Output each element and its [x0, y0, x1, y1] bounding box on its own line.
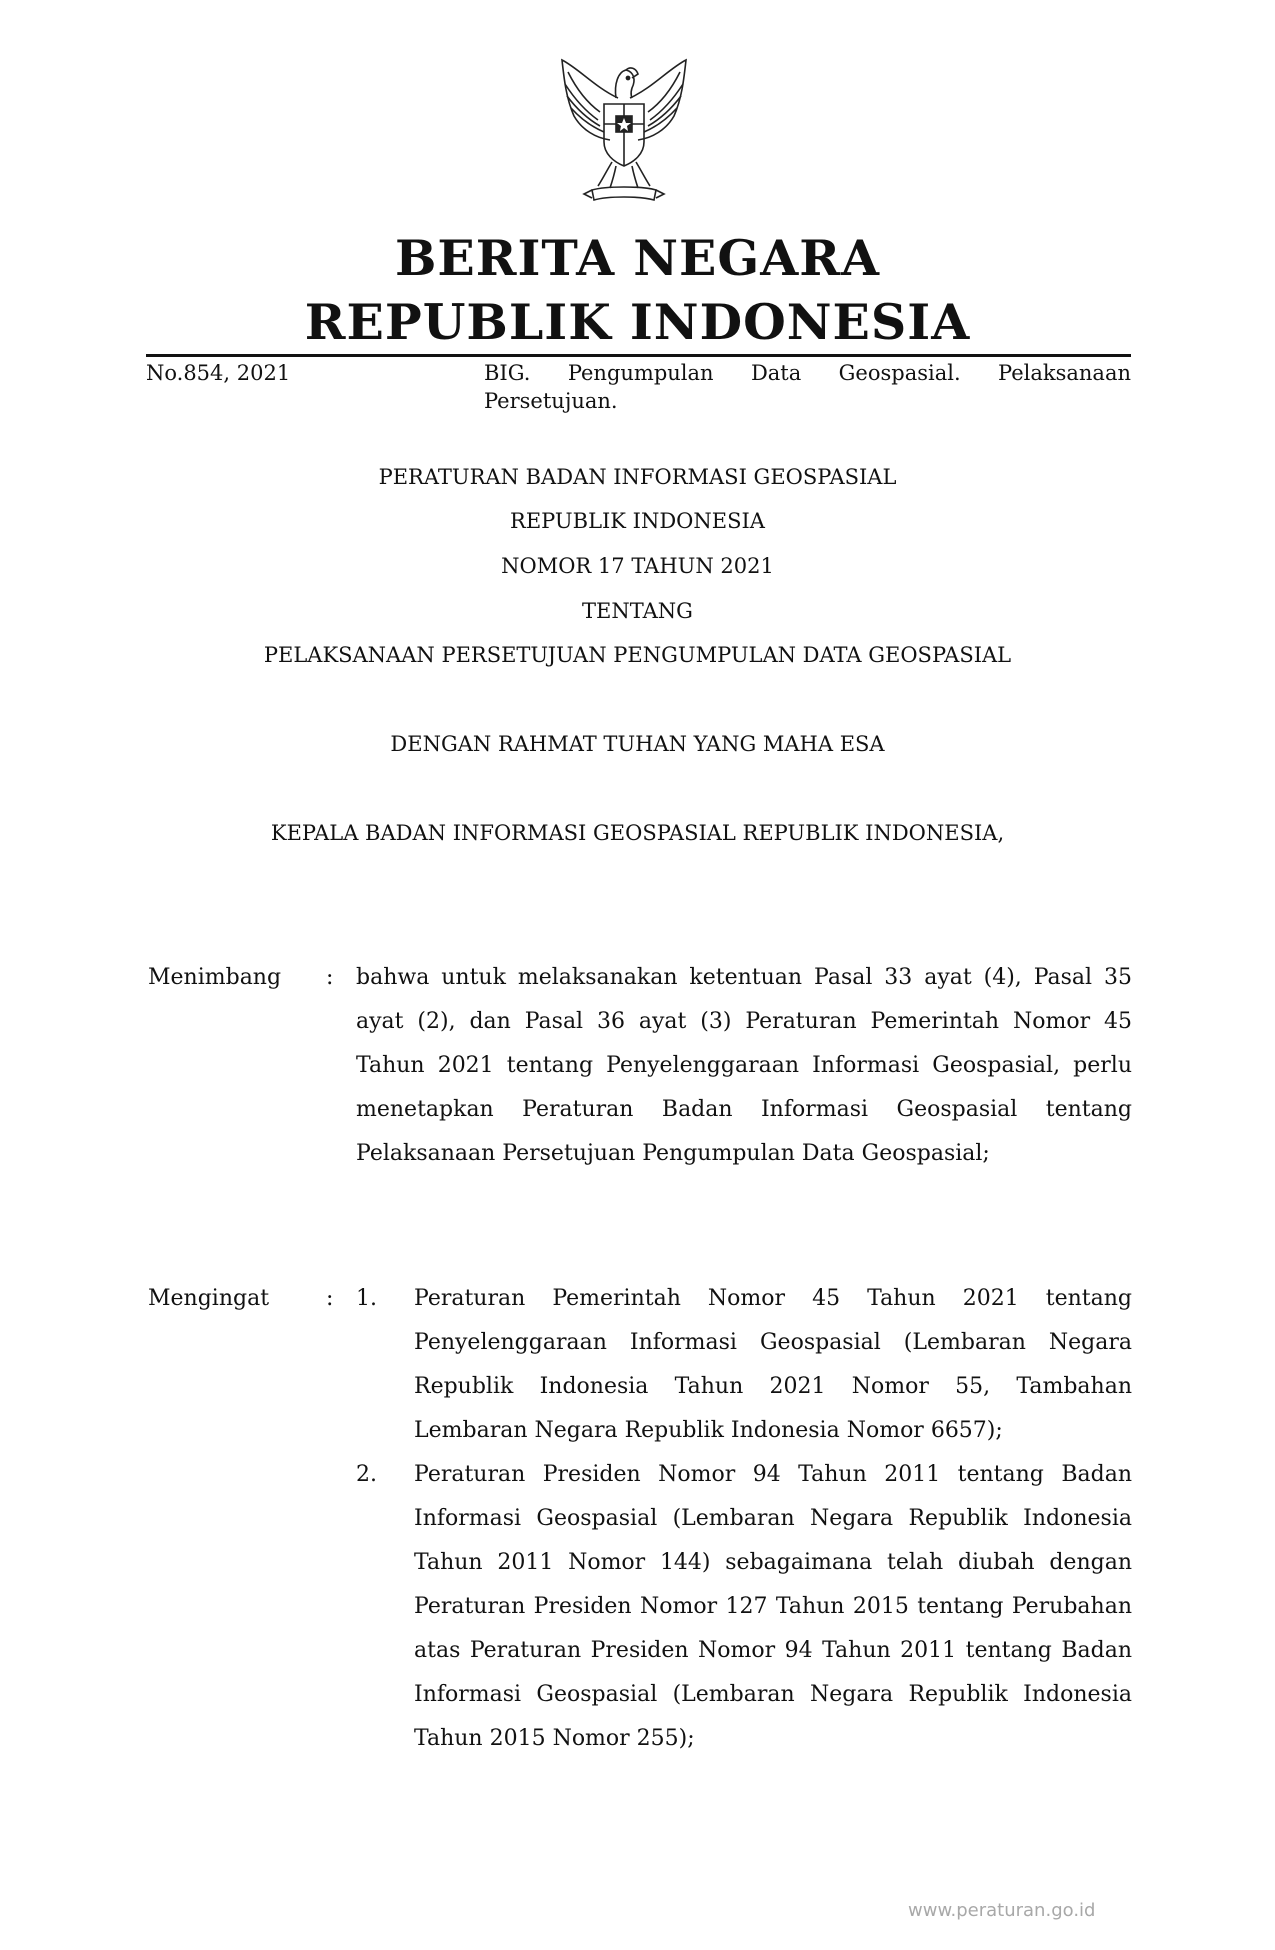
- document-title-line1: BERITA NEGARA: [394, 229, 880, 287]
- mengingat-item-1-number: 1.: [356, 1286, 377, 1311]
- mengingat-label: Mengingat: [148, 1286, 270, 1311]
- gazette-subject: BIG. Pengumpulan Data Geospasial. Pelaksanaan Persetujuan.: [484, 361, 1131, 413]
- mengingat-item-2-number: 2.: [356, 1462, 377, 1487]
- document-title-line2: REPUBLIK INDONESIA: [304, 293, 971, 351]
- mengingat-item-1-text: Peraturan Pemerintah Nomor 45 Tahun 2021 tentang Penyelenggaraan Informasi Geospasial (Lembaran Negara Republik Indonesia Tahun 2021 Nomor 55, Tambahan Lembaran Negara Republik Indonesia Nomor 6657);: [414, 1286, 1132, 1443]
- regulation-line-2: REPUBLIK INDONESIA: [510, 509, 765, 533]
- regulation-line-1: PERATURAN BADAN INFORMASI GEOSPASIAL: [378, 465, 897, 489]
- regulation-line-4: TENTANG: [582, 599, 693, 623]
- mengingat-colon: :: [326, 1286, 334, 1311]
- preamble: DENGAN RAHMAT TUHAN YANG MAHA ESA: [390, 732, 885, 756]
- issuing-authority: KEPALA BADAN INFORMASI GEOSPASIAL REPUBLIK INDONESIA,: [270, 821, 1005, 845]
- website-footer: www.peraturan.go.id: [908, 1900, 1096, 1921]
- menimbang-text: bahwa untuk melaksanakan ketentuan Pasal 33 ayat (4), Pasal 35 ayat (2), dan Pasal 36 ayat (3) Peraturan Pemerintah Nomor 45 Tahun 2021 tentang Penyelenggaraan Informasi Geospasial, perlu menetapkan Peraturan Badan Informasi Geospasial tentang Pelaksanaan Persetujuan Pengumpulan Data Geospasial;: [356, 965, 1132, 1166]
- header-divider: [146, 354, 1131, 357]
- garuda-emblem-icon: [556, 58, 692, 208]
- regulation-line-3: NOMOR 17 TAHUN 2021: [501, 554, 774, 578]
- mengingat-item-2-text: Peraturan Presiden Nomor 94 Tahun 2011 tentang Badan Informasi Geospasial (Lembaran Negara Republik Indonesia Tahun 2011 Nomor 144) sebagaimana telah diubah dengan Peraturan Presiden Nomor 127 Tahun 2015 tentang Perubahan atas Peraturan Presiden Nomor 94 Tahun 2011 tentang Badan Informasi Geospasial (Lembaran Negara Republik Indonesia Tahun 2015 Nomor 255);: [414, 1462, 1132, 1751]
- gazette-number: No.854, 2021: [146, 361, 291, 385]
- regulation-line-5: PELAKSANAAN PERSETUJUAN PENGUMPULAN DATA GEOSPASIAL: [263, 643, 1012, 667]
- menimbang-label: Menimbang: [148, 965, 282, 990]
- menimbang-colon: :: [326, 965, 334, 990]
